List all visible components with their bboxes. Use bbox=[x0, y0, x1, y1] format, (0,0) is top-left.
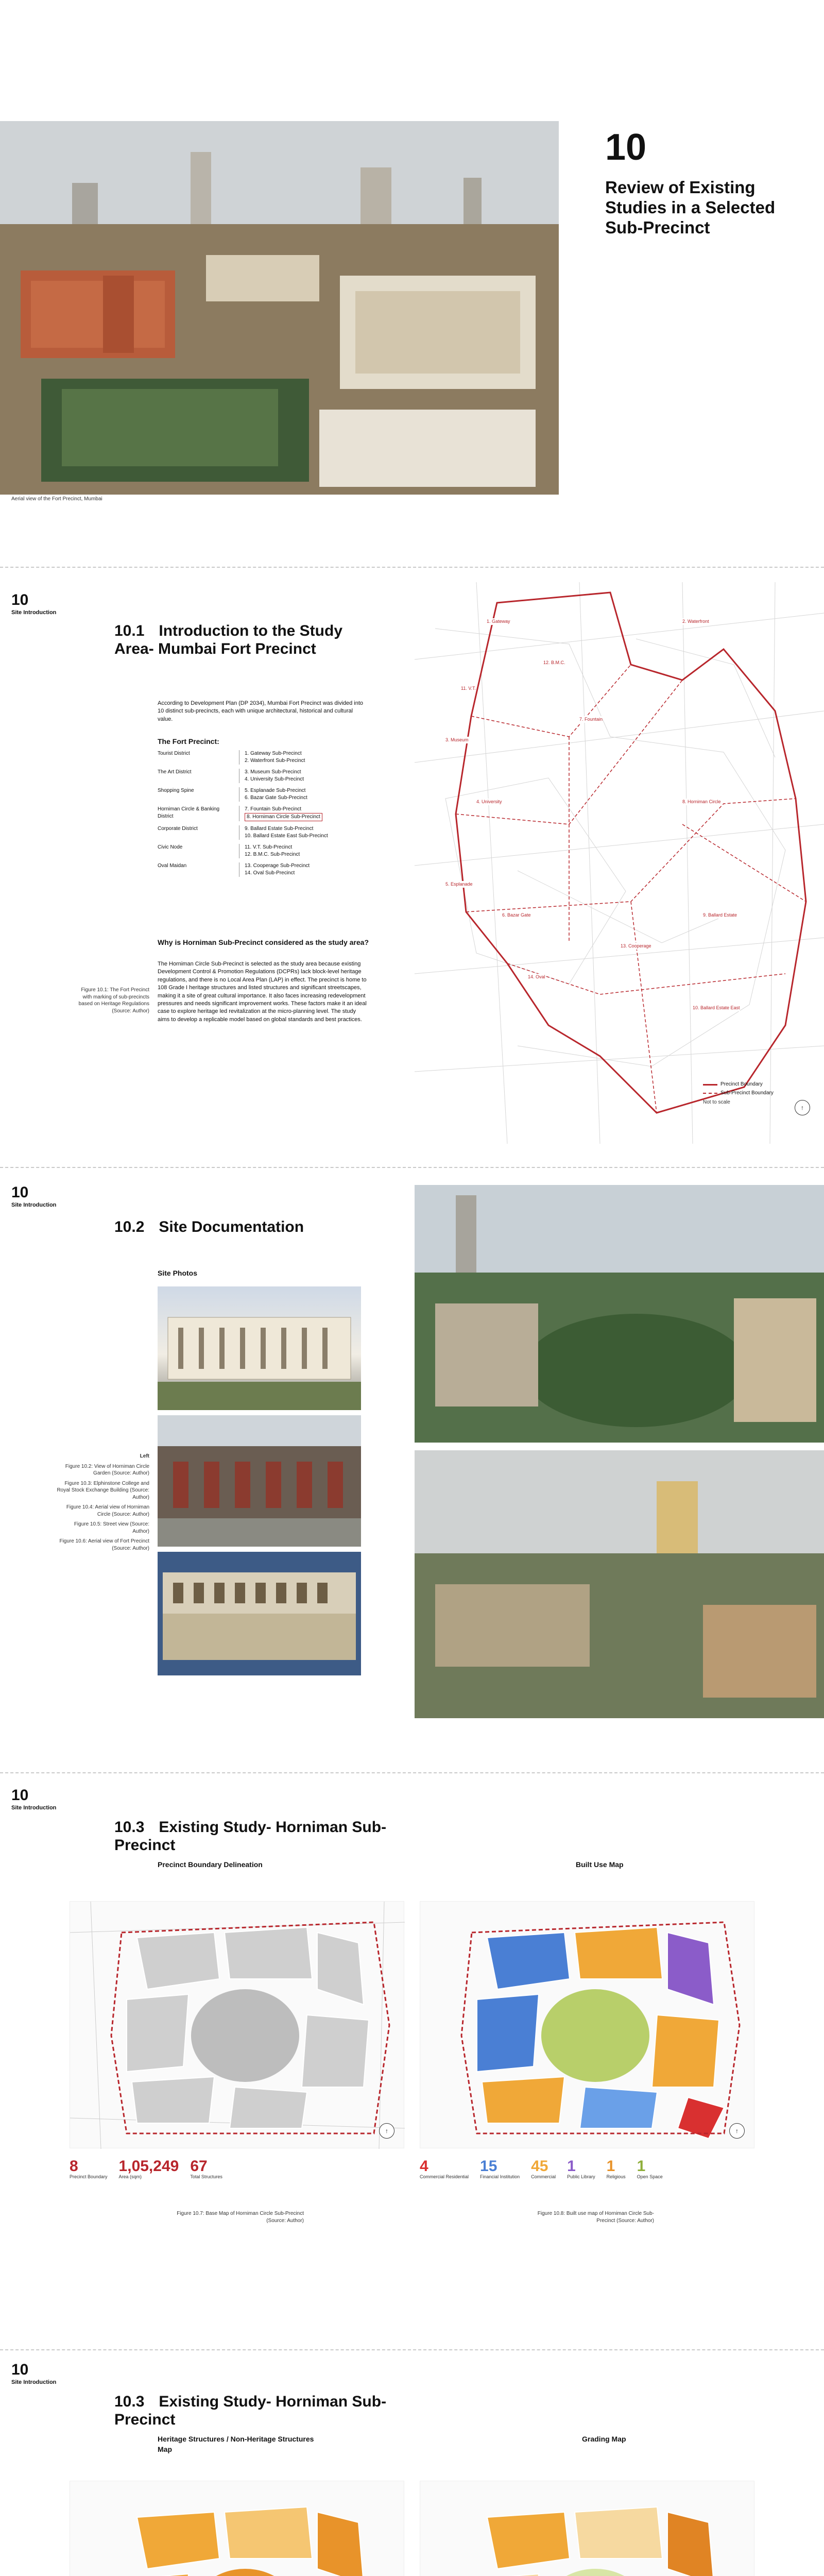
stat-value: 1,05,249 bbox=[118, 2158, 179, 2175]
group-name: Horniman Circle & Banking District bbox=[158, 806, 220, 819]
section-title: 10.3 Existing Study- Horniman Sub-Precinct bbox=[114, 2393, 387, 2428]
map-legend: Precinct Boundary Sub-Precinct Boundary Not to scale bbox=[703, 1081, 774, 1105]
stat-item bbox=[480, 2159, 520, 2180]
section-title: 10.2 Site Documentation bbox=[114, 1218, 304, 1235]
stat-label: Public Library bbox=[567, 2174, 595, 2179]
stat-value: 45 bbox=[531, 2158, 548, 2175]
stat-value: 1 bbox=[637, 2158, 646, 2175]
heritage-heading: Heritage Structures / Non-Heritage Structures Map bbox=[158, 2435, 314, 2453]
chapter-number: 10 bbox=[605, 127, 647, 168]
stat-label: Financial Institution bbox=[480, 2174, 520, 2179]
precinct-group bbox=[158, 787, 374, 802]
stat-item bbox=[567, 2159, 595, 2180]
stat-value: 8 bbox=[70, 2158, 78, 2175]
group-name: Shopping Spine bbox=[158, 788, 194, 793]
photo-street-view bbox=[158, 1415, 361, 1547]
map-label: 6. Bazar Gate bbox=[502, 912, 531, 918]
built-use-map bbox=[420, 1901, 754, 2148]
figure-caption: Figure 10.8: Built use map of Horniman Circle Sub-Precinct (Source: Author) bbox=[537, 2211, 654, 2224]
group-name: Corporate District bbox=[158, 826, 198, 832]
stat-value: 15 bbox=[480, 2158, 497, 2175]
page-divider bbox=[0, 1167, 824, 1168]
precinct-group bbox=[158, 750, 374, 765]
section-10-2 bbox=[0, 1180, 824, 1762]
stat-label: Commercial bbox=[531, 2174, 556, 2179]
precinct-group bbox=[158, 844, 374, 858]
north-arrow-icon: ↑ bbox=[729, 2123, 745, 2139]
stat-value: 1 bbox=[567, 2158, 576, 2175]
precinct-group bbox=[158, 806, 374, 821]
stat-value: 67 bbox=[190, 2158, 208, 2175]
sub-precinct-item: 8. Horniman Circle Sub-Precinct bbox=[245, 813, 322, 821]
heritage-structures-map bbox=[70, 2481, 404, 2576]
stat-item bbox=[420, 2159, 469, 2180]
cover-page bbox=[0, 0, 824, 526]
photo-captions-left: Left Figure 10.2: View of Horniman Circle Garden (Source: Author) Figure 10.3: Elphinstone College and Royal Stock Exchange Building (Source: Author) Figure 10.4: Aerial view of Horniman Circle (Source: Author) Figure 10.5: Street view (Source: Author) Figure 10.6: Aerial view of Fort Precinct (Source: Author) bbox=[57, 1453, 149, 1551]
cover-photo-caption: Aerial view of the Fort Precinct, Mumbai bbox=[11, 496, 102, 502]
group-name: Civic Node bbox=[158, 844, 183, 850]
stat-label: Total Structures bbox=[190, 2174, 222, 2179]
north-arrow-icon: ↑ bbox=[379, 2123, 394, 2139]
map-label: 4. University bbox=[476, 799, 502, 804]
precinct-group bbox=[158, 862, 374, 877]
stat-item bbox=[531, 2159, 556, 2180]
grading-map bbox=[420, 2481, 754, 2576]
stat-item bbox=[70, 2159, 108, 2180]
site-photos-heading: Site Photos bbox=[158, 1269, 198, 1277]
chapter-title: Review of Existing Studies in a Selected Sub-Precinct bbox=[605, 178, 776, 237]
photo-aerial-horniman bbox=[415, 1185, 824, 1443]
sub-precinct-item: 4. University Sub-Precinct bbox=[245, 776, 304, 782]
page-divider bbox=[0, 567, 824, 568]
north-arrow-icon: ↑ bbox=[795, 1100, 810, 1115]
stat-item bbox=[637, 2159, 663, 2180]
chapter-tag: 10 Site Introduction bbox=[11, 1787, 57, 1811]
why-body: The Horniman Circle Sub-Precinct is selected as the study area because existing Development Control & Promotion Regulations (DCPRs) lack block-level heritage regulations, and there is no Local Area Plan (LAP) in effect. The precinct is home to 108 Grade I heritage structures and listed structures and significant streetscapes, making it a site of great cultural importance. It also faces increasing redevelopment pressures and needs significant improvement works. These factors make it an ideal case to explore heritage led revitalization at the micro-planning level. The study aims to develop a replicable model based on global standards and best practices. bbox=[158, 961, 367, 1023]
photo-horniman-garden bbox=[158, 1286, 361, 1410]
chapter-tag: 10 Site Introduction bbox=[11, 591, 57, 616]
map-label: 13. Cooperage bbox=[621, 943, 651, 948]
built-use-heading: Built Use Map bbox=[576, 1860, 624, 1869]
list-heading: The Fort Precinct: bbox=[158, 737, 219, 745]
sub-precinct-item: 12. B.M.C. Sub-Precinct bbox=[245, 852, 300, 857]
stat-label: Area (sqm) bbox=[118, 2174, 142, 2179]
sub-precinct-item: 10. Ballard Estate East Sub-Precinct bbox=[245, 833, 328, 839]
section-10-1 bbox=[0, 582, 824, 1154]
map-label: 2. Waterfront bbox=[682, 619, 709, 624]
stat-label: Precinct Boundary bbox=[70, 2174, 108, 2179]
stat-label: Religious bbox=[606, 2174, 626, 2179]
built-use-stats bbox=[420, 2159, 754, 2180]
map-label: 5. Esplanade bbox=[445, 882, 473, 887]
group-name: The Art District bbox=[158, 769, 192, 775]
map-label: 12. B.M.C. bbox=[543, 660, 565, 665]
figure-caption: Figure 10.7: Base Map of Horniman Circle Sub-Precinct (Source: Author) bbox=[177, 2211, 304, 2224]
section-title: 10.1 Introduction to the Study Area- Mumbai Fort Precinct bbox=[114, 622, 343, 657]
map-label: 10. Ballard Estate East bbox=[693, 1005, 740, 1010]
sub-precinct-item: 9. Ballard Estate Sub-Precinct bbox=[245, 826, 314, 832]
sub-precinct-item: 13. Cooperage Sub-Precinct bbox=[245, 863, 310, 869]
precinct-group bbox=[158, 769, 374, 783]
sub-precinct-item: 14. Oval Sub-Precinct bbox=[245, 870, 295, 876]
grading-heading: Grading Map bbox=[582, 2435, 626, 2443]
sub-precinct-item: 11. V.T. Sub-Precinct bbox=[245, 844, 293, 850]
section-10-3-b bbox=[0, 2357, 824, 2576]
section-10-3-a bbox=[0, 1783, 824, 2334]
why-heading: Why is Horniman Sub-Precinct considered as the study area? bbox=[158, 938, 369, 946]
section-title: 10.3 Existing Study- Horniman Sub-Precinct bbox=[114, 1819, 387, 1854]
stat-label: Commercial Residential bbox=[420, 2174, 469, 2179]
sub-precinct-item: 1. Gateway Sub-Precinct bbox=[245, 751, 302, 756]
boundary-heading: Precinct Boundary Delineation bbox=[158, 1860, 263, 1869]
sub-precinct-item: 3. Museum Sub-Precinct bbox=[245, 769, 301, 775]
map-label: 9. Ballard Estate bbox=[703, 912, 737, 918]
sub-precinct-item: 2. Waterfront Sub-Precinct bbox=[245, 758, 305, 764]
cover-aerial-photo bbox=[0, 121, 559, 495]
page-divider bbox=[0, 1772, 824, 1773]
map-label: 14. Oval bbox=[528, 974, 545, 979]
precinct-boundary-map bbox=[70, 1901, 404, 2148]
stat-label: Open Space bbox=[637, 2174, 663, 2179]
map-label: 7. Fountain bbox=[579, 717, 603, 722]
figure-caption: Figure 10.1: The Fort Precinct with marking of sub-precincts based on Heritage Regulations (Source: Author) bbox=[78, 987, 149, 1014]
map-label: 8. Horniman Circle bbox=[682, 799, 721, 804]
stat-item bbox=[607, 2159, 626, 2180]
stat-item bbox=[119, 2159, 179, 2180]
sub-precinct-item: 6. Bazar Gate Sub-Precinct bbox=[245, 795, 307, 801]
intro-text: According to Development Plan (DP 2034), Mumbai Fort Precinct was divided into 10 distinct sub-precincts, each with unique architectural, historical and cultural value. bbox=[158, 700, 364, 722]
stat-item bbox=[190, 2159, 222, 2180]
stat-value: 1 bbox=[606, 2158, 615, 2175]
map-label: 1. Gateway bbox=[487, 619, 510, 624]
chapter-tag: 10 Site Introduction bbox=[11, 1184, 57, 1208]
stat-value: 4 bbox=[420, 2158, 428, 2175]
group-name: Tourist District bbox=[158, 751, 190, 756]
group-name: Oval Maidan bbox=[158, 863, 187, 869]
boundary-stats bbox=[70, 2159, 404, 2180]
chapter-tag: 10 Site Introduction bbox=[11, 2361, 57, 2385]
map-label: 11. V.T. bbox=[461, 686, 476, 691]
sub-precinct-list bbox=[158, 750, 374, 881]
photo-royal-stock-exchange bbox=[158, 1552, 361, 1675]
map-label: 3. Museum bbox=[445, 737, 469, 742]
sub-precinct-item: 7. Fountain Sub-Precinct bbox=[245, 806, 302, 812]
photo-aerial-fort bbox=[415, 1450, 824, 1718]
fort-precinct-map bbox=[415, 582, 824, 1144]
page-divider bbox=[0, 2349, 824, 2350]
sub-precinct-item: 5. Esplanade Sub-Precinct bbox=[245, 788, 306, 793]
precinct-group bbox=[158, 825, 374, 840]
